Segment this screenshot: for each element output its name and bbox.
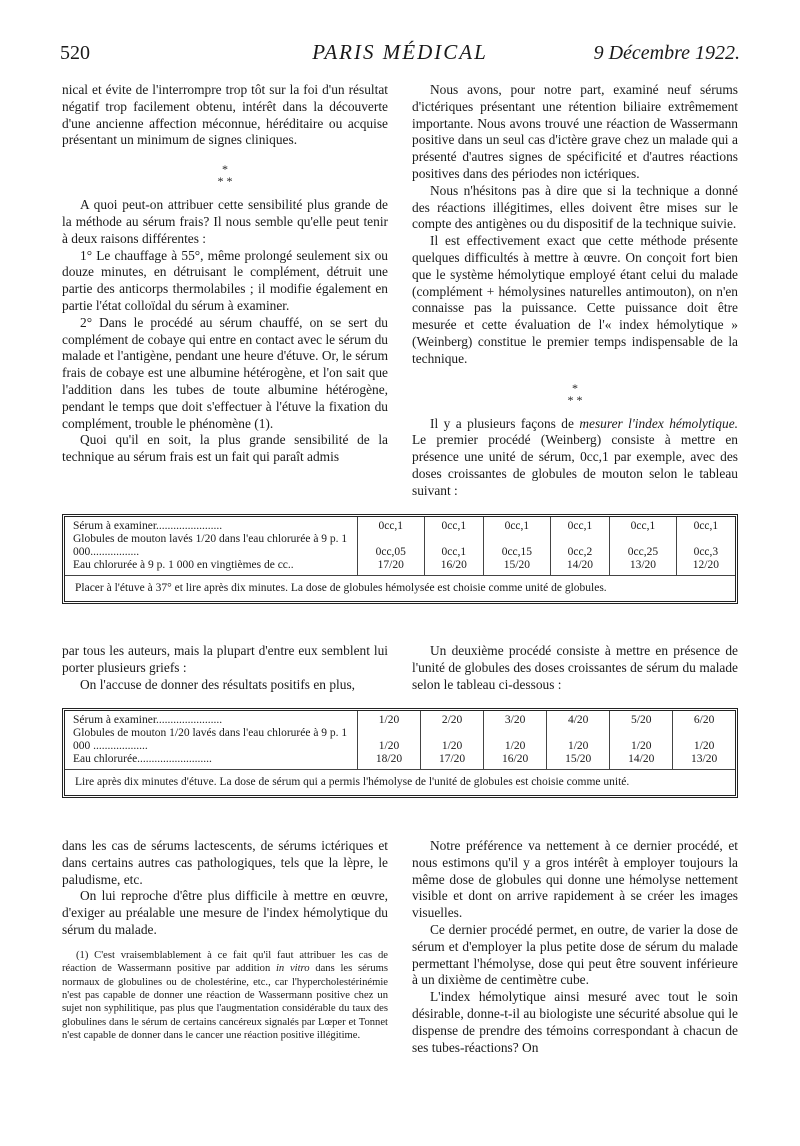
paragraph: A quoi peut-on attribuer cette sensibilité plus grande de la méthode au sérum frais? Il nous semble qu'elle peut tenir à deux raisons différentes : [62,197,388,246]
table-cell: 4/20 1/20 15/20 [547,711,610,769]
table-cell: 3/20 1/20 16/20 [484,711,547,769]
right-column-mid [412,643,738,693]
text-run: Le premier procédé (Weinberg) consiste à mettre en présence une unité de sérum, 0cc,1 par exemple, avec des doses croissantes de globules de mouton selon le tableau suivant : [412,432,738,498]
table-cell: 0cc,1 0cc,1 16/20 [424,517,484,575]
table-cell: 0cc,1 0cc,25 13/20 [610,517,677,575]
table-cell: 0cc,1 0cc,2 14/20 [550,517,610,575]
cell-text: Globules de mouton lavés 1/20 dans l'eau chlorurée à 9 p. 1 000................. [73,533,348,558]
footnote [62,949,388,1043]
cell-text: Eau chlorurée à 9 p. 1 000 en vingtièmes de cc.. [73,559,294,571]
row-label [65,517,358,575]
paragraph: 2° Dans le procédé au sérum chauffé, on se sert du complément de cobaye qui entre en contact avec le sérum du malade et l'antigène, pendant une heure d'étuve. Or, le sérum frais de cobaye est une albumine hétérogène, et l'on sait que l'addition dans les tubes de toute albumine hétérogène, pendant le temps que doit s'effectuer à l'étuve la fixation du complément, trouble le phénomène (1). [62,314,388,431]
section-stars: * * * [567,380,583,407]
issue-date: 9 Décembre 1922. [593,42,740,64]
left-column-mid [62,643,388,693]
paragraph: Nous n'hésitons pas à dire que si la technique a donné des réactions illégitimes, elles doivent être mises sur le compte des antigènes ou du dispositif de la technique suivie. [412,182,738,232]
paragraph: Ce dernier procédé permet, en outre, de varier la dose de sérum et d'employer la plus petite dose de sérum du malade permettant l'hémolyse, dose qui peut être souvent inférieure à un dixième de centimètre cube. [412,921,738,988]
journal-title: PARIS MÉDICAL [312,40,488,64]
table-cell: 6/20 1/20 13/20 [691,714,718,765]
cell-text: Eau chlorurée.......................... [73,753,212,765]
text-run: (1) C'est vraisemblablement à ce fait qu'il faut attribuer les cas de réaction de Wassermann positive par addition [62,949,388,975]
paragraph: Quoi qu'il en soit, la plus grande sensibilité de la technique au sérum frais est un fait qui paraît admis [62,432,388,465]
paragraph [412,416,738,500]
text-run: dans les sérums normaux de globulines ou de cholestérine, etc., car l'hypercholestérinémie n'est pas capable de donner une réaction de Wassermann positive chez un sujet non syphilitique, pas plus que l'augmentation considérable du taux des globulines dans le sérum de certains cancéreux signalés par Lœper et Tonnet n'est capable de donner dans le cancer une réaction positive illégitime. [62,963,388,1042]
paragraph: 1° Le chauffage à 55°, même prolongé seulement six ou douze minutes, en détruisant le complément, détruit une partie des anticorps thermolabiles ; il modifie également en partie l'état colloïdal du sérum à examiner. [62,247,388,313]
cell-text: Sérum à examiner....................... [73,714,223,726]
paragraph: Un deuxième procédé consiste à mettre en présence de l'unité de globules des doses croissantes de sérum du malade selon le tableau ci-dessous : [412,643,738,692]
table-footnote: Lire après dix minutes d'étuve. La dose de sérum qui a permis l'hémolyse de l'unité de globules est choisie comme unité. [65,769,735,795]
left-column-top [62,82,388,466]
paragraph: nical et évite de l'interrompre trop tôt sur la foi d'un résultat négatif trop facilement obtenu, intérêt dans la découverte d'une ancienne affection méconnue, héréditaire ou acquise présentant un minimum de signes cliniques. [62,82,388,148]
table-index-method-2 [62,708,738,798]
table-cell: 2/20 1/20 17/20 [421,711,484,769]
row-label [65,711,358,769]
paragraph: Notre préférence va nettement à ce dernier procédé, et nous estimons qu'il y a gros intérêt à employer toujours la même dose de globules qui donne une hémolyse nettement visible et dont on arrive rapidement à se créer les images visuelles. [412,838,738,921]
section-stars: * * * [217,162,233,189]
cell-text: Globules de mouton 1/20 lavés dans l'eau chlorurée à 9 p. 1 000 ................... [73,727,348,752]
emphasis: in vitro [275,963,310,975]
table-cell: 5/20 1/20 14/20 [610,711,673,769]
paragraph: dans les cas de sérums lactescents, de sérums ictériques et dans certains autres cas pathologiques, tels que la lèpre, le paludisme, etc. [62,838,388,887]
paragraph: Nous avons, pour notre part, examiné neuf sérums d'ictériques présentant une rétention biliaire extrêmement importante. Nous avons trouvé une réaction de Wassermann positive dans un seul cas d'ictère grave chez un malade qui a présenté d'autres signes de spécificité et d'autres réactions positives dans des périodes non ictériques. [412,82,738,181]
paragraph: par tous les auteurs, mais la plupart d'entre eux semblent lui porter plusieurs griefs : [62,643,388,675]
emphasis: mesurer l'index hémolytique. [579,415,738,431]
text-run: Il y a plusieurs façons de [430,415,580,431]
paragraph: Il est effectivement exact que cette méthode présente quelques difficultés à mettre à œuvre. On conçoit fort bien que le système hémolytique employé étant celui du malade (complément + hémolysines naturelles antimouton), on n'en connaisse pas la puissance. Cette puissance doit être mesurée et cette évaluation de l'« index hémolytique » (Weinberg) constitue le premier temps indispensable de la technique. [412,233,738,366]
right-column-bottom [412,838,738,1056]
table-cell: 0cc,1 0cc,15 15/20 [484,517,551,575]
table-cell: 0cc,1 0cc,05 17/20 [358,517,425,575]
table-index-method-1 [62,514,738,604]
right-column-top [412,82,738,500]
running-header [60,40,740,68]
paragraph: On l'accuse de donner des résultats positifs en plus, [80,676,355,692]
page-number: 520 [60,42,90,64]
table-cell: 0cc,1 0cc,3 12/20 [692,520,719,571]
paragraph: L'index hémolytique ainsi mesuré avec tout le soin désirable, donne-t-il au biologiste une sécurité absolue qui le dispense de prendre des témoins correspondant à chacun de ses tubes-réactions? On [412,989,738,1055]
left-column-bottom [62,838,388,1043]
table-cell: 1/20 1/20 18/20 [358,711,421,769]
table-footnote: Placer à l'étuve à 37° et lire après dix minutes. La dose de globules hémolysée est choisie comme unité de globules. [65,575,735,601]
paragraph: On lui reproche d'être plus difficile à mettre en œuvre, d'exiger au préalable une mesure de l'index hémolytique du sérum du malade. [62,888,388,937]
cell-text: Sérum à examiner....................... [73,520,223,532]
